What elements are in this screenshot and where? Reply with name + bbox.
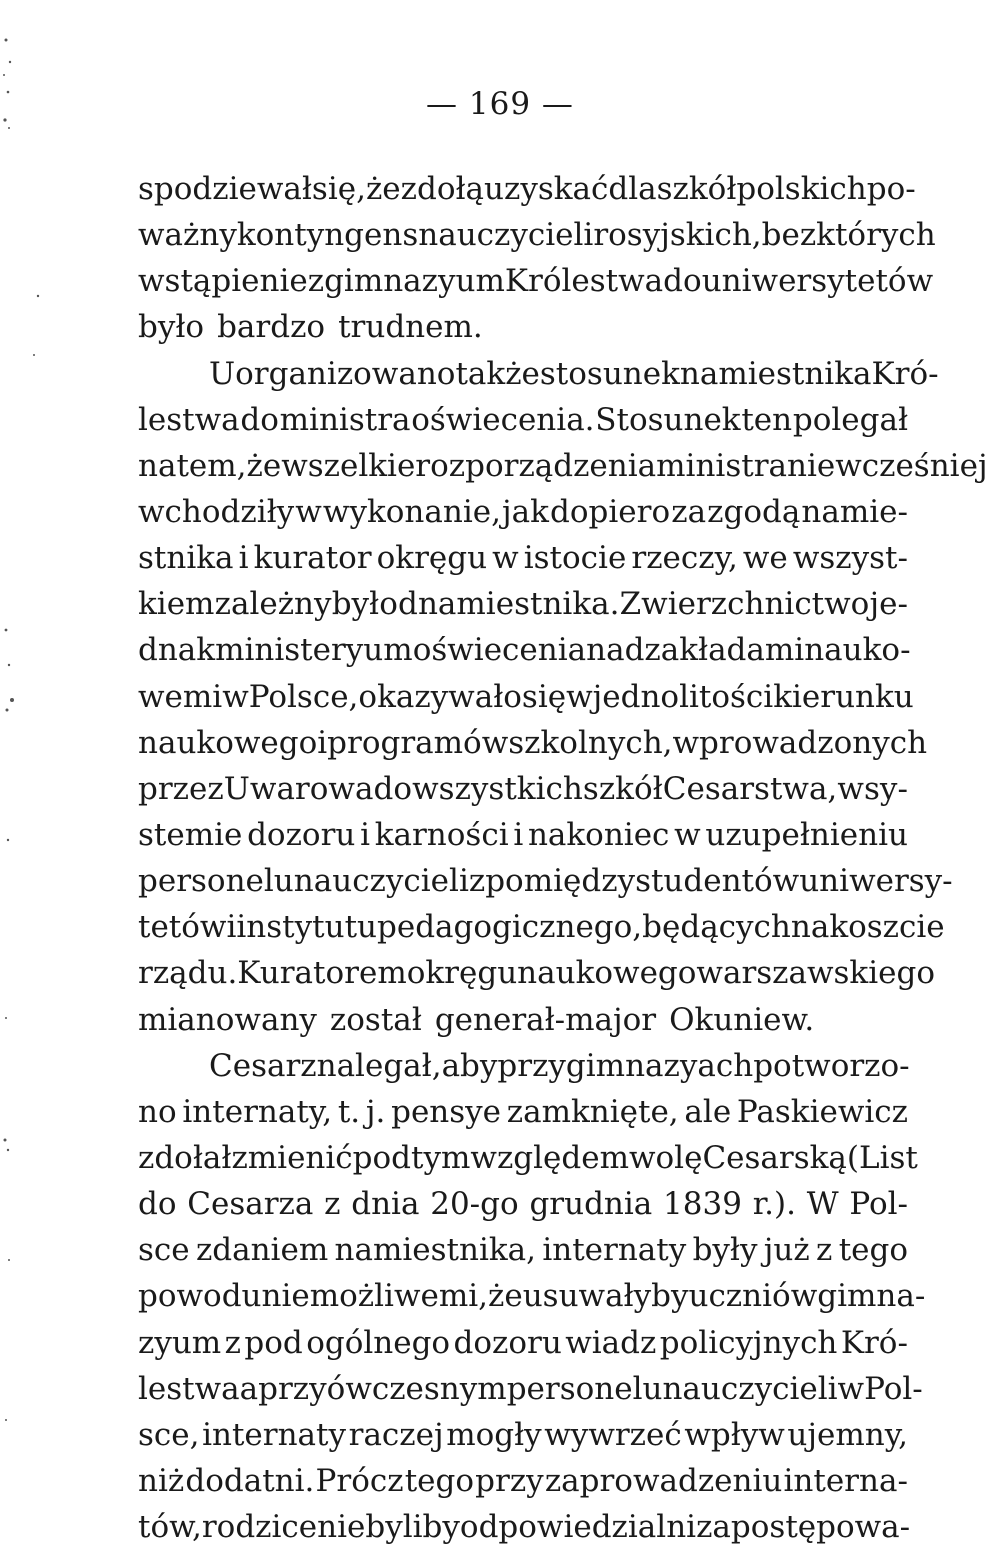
- word: wprowadzonych: [672, 724, 928, 761]
- text-line: [138, 581, 908, 627]
- word: 1839: [663, 1186, 742, 1223]
- word: ale: [684, 1093, 732, 1130]
- word: rozporządzenia: [415, 447, 657, 484]
- word: koszcie: [829, 909, 945, 946]
- word: polskich: [736, 171, 867, 207]
- word: ogólnego: [306, 1324, 451, 1361]
- text-line: [138, 950, 935, 996]
- word: dla: [608, 171, 657, 207]
- word: jak: [502, 493, 549, 530]
- word: namiestnika: [679, 355, 872, 392]
- word: pod: [244, 1324, 303, 1361]
- word: bardzo: [217, 309, 326, 346]
- word: przy: [258, 1370, 327, 1407]
- word: były: [692, 1232, 758, 1269]
- word: i: [317, 724, 328, 761]
- word: t.: [337, 1093, 361, 1130]
- word: personelu: [506, 1370, 663, 1407]
- word: zgodą: [707, 493, 801, 530]
- body-text: [138, 166, 988, 1550]
- word: okręgu: [376, 540, 488, 577]
- word: jednolitości: [592, 678, 774, 715]
- word: nauko-: [804, 632, 911, 669]
- word: studentów: [635, 863, 800, 900]
- text-line: [138, 1366, 923, 1412]
- word: szkół: [656, 171, 737, 207]
- word: i: [226, 909, 237, 946]
- word: j.: [365, 1093, 386, 1130]
- word: zależny: [214, 586, 332, 623]
- word: aby: [441, 1047, 498, 1084]
- word: kiem: [138, 586, 215, 623]
- word: już: [763, 1232, 810, 1269]
- word: bez: [761, 217, 817, 254]
- word: je-: [869, 586, 908, 623]
- word: wcześniej: [835, 447, 988, 484]
- word: przez: [138, 770, 224, 807]
- word: kontyngens: [236, 217, 419, 254]
- text-line: [138, 720, 928, 766]
- word: naukowego: [138, 724, 318, 761]
- word: Paskiewicz: [736, 1093, 908, 1130]
- word: namiestnika.: [417, 586, 620, 623]
- page-edge-specks: [0, 0, 40, 1496]
- word: względem: [470, 1139, 629, 1176]
- word: był: [331, 586, 380, 623]
- word: tym: [411, 1139, 471, 1176]
- word: policyjnych: [659, 1324, 838, 1361]
- word: wszelkie: [281, 447, 416, 484]
- word: Kró-: [871, 355, 939, 392]
- word: zakładami: [644, 632, 805, 669]
- word: w: [566, 678, 593, 715]
- word: zyum: [138, 1324, 222, 1361]
- word: że: [488, 1278, 523, 1315]
- word: przy: [475, 1462, 544, 1499]
- word: szkolnych,: [508, 724, 673, 761]
- word: zamknięte,: [506, 1093, 679, 1130]
- word: Polsce,: [248, 678, 359, 715]
- text-line: [138, 166, 916, 212]
- word: dozoru: [247, 816, 356, 853]
- word: okazywało: [358, 678, 522, 715]
- word: usuwałyby: [522, 1278, 689, 1315]
- word: uniwersytetów: [701, 263, 934, 300]
- word: dodatni.: [185, 1462, 315, 1499]
- word: w: [295, 493, 322, 530]
- word: wszystkich: [412, 770, 583, 807]
- word: i: [513, 816, 524, 853]
- word: rodzice: [201, 1509, 318, 1546]
- word: karności: [374, 816, 509, 853]
- word: okręgu: [406, 955, 518, 992]
- text-line: [138, 1135, 918, 1181]
- word: wemi: [138, 678, 223, 715]
- word: w: [492, 540, 519, 577]
- word: Zwierzchnictwo: [619, 586, 870, 623]
- text-line: [138, 1458, 908, 1504]
- word: niż: [138, 1462, 185, 1499]
- word: i: [360, 816, 370, 853]
- text-line: [138, 1412, 908, 1458]
- word: byliby: [365, 1509, 460, 1546]
- text-line: [138, 258, 934, 304]
- word: (List: [846, 1139, 918, 1176]
- word: kurator: [253, 540, 372, 577]
- word: Okuniew.: [669, 1001, 815, 1038]
- word: we: [742, 540, 788, 577]
- word: programów: [327, 724, 509, 761]
- word: uzupełnieniu: [705, 816, 908, 853]
- word: wpływ: [684, 1416, 785, 1453]
- word: zdołą: [400, 171, 485, 207]
- word: odpowiedzialni: [459, 1509, 697, 1546]
- word: pomiędzy: [485, 863, 636, 900]
- word: w: [837, 770, 864, 807]
- word: generał-major: [434, 1001, 657, 1038]
- word: zaprowadzeniu: [544, 1462, 783, 1499]
- word: tego: [404, 1462, 475, 1499]
- word: pensye: [391, 1093, 502, 1130]
- word: było: [138, 309, 205, 346]
- word: zmienić: [231, 1139, 353, 1176]
- word: wszyst-: [792, 540, 908, 577]
- text-line: [138, 997, 908, 1043]
- word: Cesarz: [209, 1047, 317, 1084]
- word: nauczycieli: [418, 217, 594, 254]
- text-line: [138, 1089, 908, 1135]
- word: uniwersy-: [799, 863, 953, 900]
- word: Cesarską: [702, 1139, 847, 1176]
- word: nauczycieli: [293, 863, 469, 900]
- word: mogły: [446, 1416, 542, 1453]
- word: kierunku: [773, 678, 914, 715]
- word: nie: [787, 447, 836, 484]
- text-line: [138, 904, 945, 950]
- word: wykonanie,: [322, 493, 501, 530]
- text-line: [138, 489, 908, 535]
- word: nie: [317, 1509, 366, 1546]
- text-line: [138, 674, 914, 720]
- word: zdaniem: [195, 1232, 329, 1269]
- page-number: — 169 —: [426, 86, 574, 122]
- text-line: [138, 1320, 908, 1366]
- word: oświecenia.: [411, 401, 595, 438]
- word: ministeryum: [215, 632, 413, 669]
- word: trudnem.: [338, 309, 483, 346]
- word: w: [222, 678, 249, 715]
- word: grudnia: [529, 1186, 653, 1223]
- word: r.).: [752, 1186, 796, 1223]
- text-line: [138, 397, 908, 443]
- word: namiestnika,: [334, 1232, 537, 1269]
- text-line: [138, 443, 988, 489]
- word: Uorganizowano: [209, 355, 456, 392]
- word: gimnazyach: [565, 1047, 754, 1084]
- word: Cesarza: [187, 1186, 314, 1223]
- text-line: [138, 627, 911, 673]
- word: Pol-: [864, 1370, 923, 1407]
- word: oświecenia: [412, 632, 587, 669]
- word: wolę: [628, 1139, 703, 1176]
- word: Prócz: [315, 1462, 404, 1499]
- word: Cesarstwa,: [662, 770, 838, 807]
- text-line: [138, 1181, 908, 1227]
- word: wstąpienie: [138, 263, 308, 300]
- word: W: [806, 1186, 839, 1223]
- text-line: [138, 812, 908, 858]
- text-line: [138, 1227, 908, 1273]
- word: pedagogicznego,: [377, 909, 643, 946]
- word: niemożliwemi,: [261, 1278, 489, 1315]
- word: mianowany: [138, 1001, 317, 1038]
- word: potworzo-: [753, 1047, 910, 1084]
- word: że: [246, 447, 282, 484]
- word: ten: [741, 401, 793, 438]
- word: no: [138, 1093, 177, 1130]
- word: stosunek: [539, 355, 680, 392]
- word: gimnazyum: [324, 263, 505, 300]
- word: postępowa-: [730, 1509, 911, 1546]
- word: naukowego: [517, 955, 697, 992]
- text-line: [138, 766, 908, 812]
- text-line: [138, 351, 939, 397]
- word: Kró-: [840, 1324, 908, 1361]
- word: istocie: [523, 540, 627, 577]
- word: lestwa: [138, 1370, 240, 1407]
- word: Królestwa: [504, 263, 664, 300]
- word: po-: [866, 171, 916, 207]
- word: tów,: [138, 1509, 202, 1546]
- word: Kuratorem: [237, 955, 407, 992]
- word: zdołał: [138, 1139, 232, 1176]
- word: stemie: [138, 816, 243, 853]
- word: Pol-: [849, 1186, 908, 1223]
- word: nad: [586, 632, 645, 669]
- word: na: [138, 447, 177, 484]
- word: rosyjskich,: [593, 217, 762, 254]
- word: wiadz: [565, 1324, 657, 1361]
- word: tetów: [138, 909, 227, 946]
- text-line: [138, 1504, 911, 1550]
- word: szkół: [582, 770, 663, 807]
- text-line: [138, 1273, 926, 1319]
- word: z: [816, 1232, 833, 1269]
- word: dopiero: [550, 493, 671, 530]
- word: nauczycieli: [662, 1370, 838, 1407]
- text-line: [138, 858, 953, 904]
- word: za: [671, 493, 707, 530]
- word: z: [307, 263, 325, 300]
- word: ministra: [279, 401, 411, 438]
- word: w: [674, 816, 701, 853]
- word: personelu: [138, 863, 294, 900]
- word: także: [455, 355, 540, 392]
- text-line: [138, 304, 908, 350]
- word: z: [224, 1324, 241, 1361]
- word: a: [239, 1370, 259, 1407]
- word: spodziewał: [138, 171, 312, 207]
- word: sce: [138, 1232, 190, 1269]
- word: rzeczy,: [631, 540, 738, 577]
- word: dozoru: [453, 1324, 562, 1361]
- word: warszawskiego: [696, 955, 935, 992]
- word: został: [329, 1001, 422, 1038]
- word: wchodziły: [138, 493, 295, 530]
- word: powodu: [138, 1278, 262, 1315]
- word: ówczesnym: [326, 1370, 507, 1407]
- word: lestwa: [138, 401, 240, 438]
- word: dnak: [138, 632, 216, 669]
- word: sy-: [864, 770, 908, 807]
- word: do: [138, 1186, 177, 1223]
- word: z: [468, 863, 486, 900]
- word: tem,: [176, 447, 247, 484]
- word: dnia: [351, 1186, 420, 1223]
- word: się,: [311, 171, 366, 207]
- word: Uwarowa: [223, 770, 374, 807]
- word: internaty: [542, 1232, 687, 1269]
- word: na: [790, 909, 830, 946]
- text-line: [138, 1043, 908, 1089]
- word: uzyskać: [484, 171, 609, 207]
- word: sce,: [138, 1416, 200, 1453]
- text-line: [138, 212, 936, 258]
- word: się: [521, 678, 567, 715]
- word: których: [816, 217, 936, 254]
- word: nalegał,: [316, 1047, 442, 1084]
- word: od: [379, 586, 418, 623]
- word: polegał: [792, 401, 908, 438]
- word: z: [324, 1186, 341, 1223]
- word: przy: [497, 1047, 566, 1084]
- word: raczej: [348, 1416, 444, 1453]
- word: w: [837, 1370, 865, 1407]
- word: do: [663, 263, 702, 300]
- word: gimna-: [817, 1278, 926, 1315]
- word: do: [373, 770, 413, 807]
- word: nakoniec: [527, 816, 670, 853]
- word: Stosunek: [595, 401, 741, 438]
- word: że: [365, 171, 401, 207]
- word: stnika: [138, 540, 234, 577]
- word: tego: [838, 1232, 908, 1269]
- word: internaty,: [182, 1093, 333, 1130]
- word: 20-go: [430, 1186, 519, 1223]
- word: instytutu: [236, 909, 377, 946]
- word: wywrzeć: [544, 1416, 682, 1453]
- word: za: [696, 1509, 731, 1546]
- word: do: [240, 401, 279, 438]
- text-line: [138, 535, 908, 581]
- word: internaty: [202, 1416, 347, 1453]
- word: pod: [352, 1139, 412, 1176]
- word: interna-: [783, 1462, 908, 1499]
- word: uczniów: [688, 1278, 818, 1315]
- word: i: [238, 540, 249, 577]
- word: będących: [642, 909, 791, 946]
- word: ważny: [138, 217, 237, 254]
- word: ujemny,: [787, 1416, 908, 1453]
- word: namie-: [801, 493, 908, 530]
- word: ministra: [656, 447, 787, 484]
- word: rządu.: [138, 955, 238, 992]
